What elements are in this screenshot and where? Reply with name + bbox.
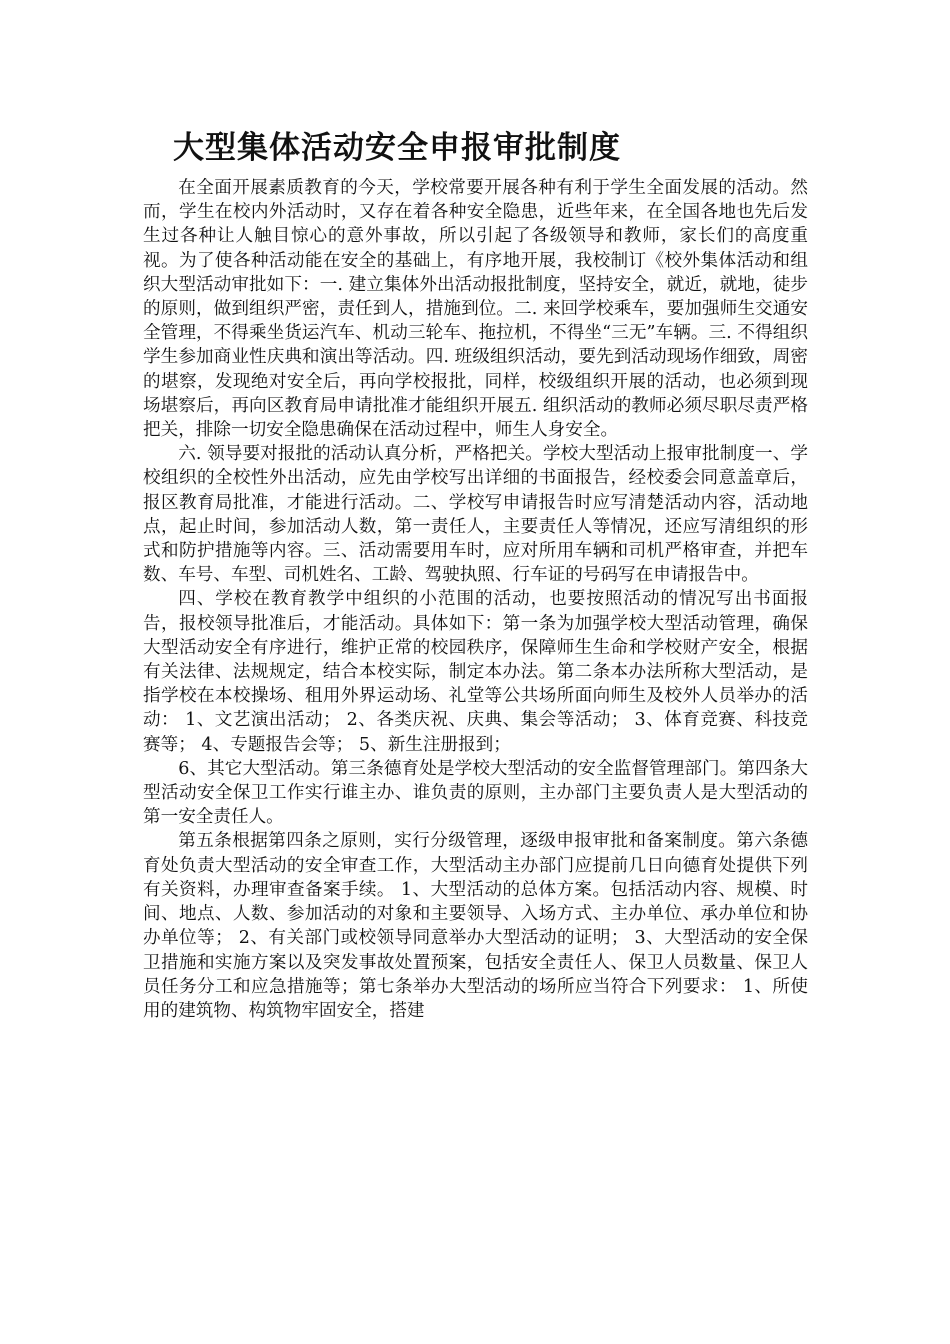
paragraph-2: 六. 领导要对报批的活动认真分析，严格把关。学校大型活动上报审批制度一、学校组织的全校性外出活动，应先由学校写出详细的书面报告，经校委会同意盖章后，报区教育局批准，才能进行活动。二、学校写申请报告时应写清楚活动内容，活动地点，起止时间，参加活动人数，第一责任人，主要责任人等情况，还应写清组织的形式和防护措施等内容。三、活动需要用车时，应对所用车辆和司机严格审查，并把车数、车号、车型、司机姓名、工龄、驾驶执照、行车证的号码写在申请报告中。 xyxy=(143,444,808,586)
paragraph-4: 6、其它大型活动。第三条德育处是学校大型活动的安全监督管理部门。第四条大型活动安全保卫工作实行谁主办、谁负责的原则，主办部门主要负责人是大型活动的第一安全责任人。 xyxy=(143,758,808,828)
document-title: 大型集体活动安全申报审批制度 xyxy=(173,130,621,166)
document-page xyxy=(143,126,808,1023)
paragraph-3: 四、学校在教育教学中组织的小范围的活动，也要按照活动的情况写出书面报告，报校领导批准后，才能活动。具体如下：第一条为加强学校大型活动管理，确保大型活动安全有序进行，维护正常的校园秩序，保障师生生命和学校财产安全，根据有关法律、法规规定，结合本校实际，制定本办法。第二条本办法所称大型活动，是指学校在本校操场、租用外界运动场、礼堂等公共场所面向师生及校外人员举办的活动： 1、文艺演出活动； 2、各类庆祝、庆典、集会等活动； 3、体育竞赛、科技竞赛等； 4、专题报告会等； 5、新生注册报到； xyxy=(143,589,808,755)
paragraph-5: 第五条根据第四条之原则，实行分级管理，逐级申报审批和备案制度。第六条德育处负责大型活动的安全审查工作，大型活动主办部门应提前几日向德育处提供下列有关资料，办理审查备案手续。 1、大型活动的总体方案。包括活动内容、规模、时间、地点、人数、参加活动的对象和主要领导、入场方式、主办单位、承办单位和协办单位等； 2、有关部门或校领导同意举办大型活动的证明； 3、大型活动的安全保卫措施和实施方案以及突发事故处置预案，包括安全责任人、保卫人员数量、保卫人员任务分工和应急措施等；第七条举办大型活动的场所应当符合下列要求： 1、所使用的建筑物、构筑物牢固安全，搭建 xyxy=(143,831,808,1021)
paragraph-1: 在全面开展素质教育的今天，学校常要开展各种有利于学生全面发展的活动。然而，学生在校内外活动时，又存在着各种安全隐患，近些年来，在全国各地也先后发生过各种让人触目惊心的意外事故，所以引起了各级领导和教师，家长们的高度重视。为了使各种活动能在安全的基础上，有序地开展，我校制订《校外集体活动和组织大型活动审批如下：一. 建立集体外出活动报批制度，坚持安全，就近，就地，徒步的原则，做到组织严密，责任到人，措施到位。二. 来回学校乘车，要加强师生交通安全管理，不得乘坐货运汽车、机动三轮车、拖拉机，不得坐“三无”车辆。三. 不得组织学生参加商业性庆典和演出等活动。四. 班级组织活动，要先到活动现场作细致，周密的堪察，发现绝对安全后，再向学校报批，同样，校级组织开展的活动，也必须到现场堪察后，再向区教育局申请批准才能组织开展五. 组织活动的教师必须尽职尽责严格把关，排除一切安全隐患确保在活动过程中，师生人身安全。 xyxy=(143,178,808,441)
